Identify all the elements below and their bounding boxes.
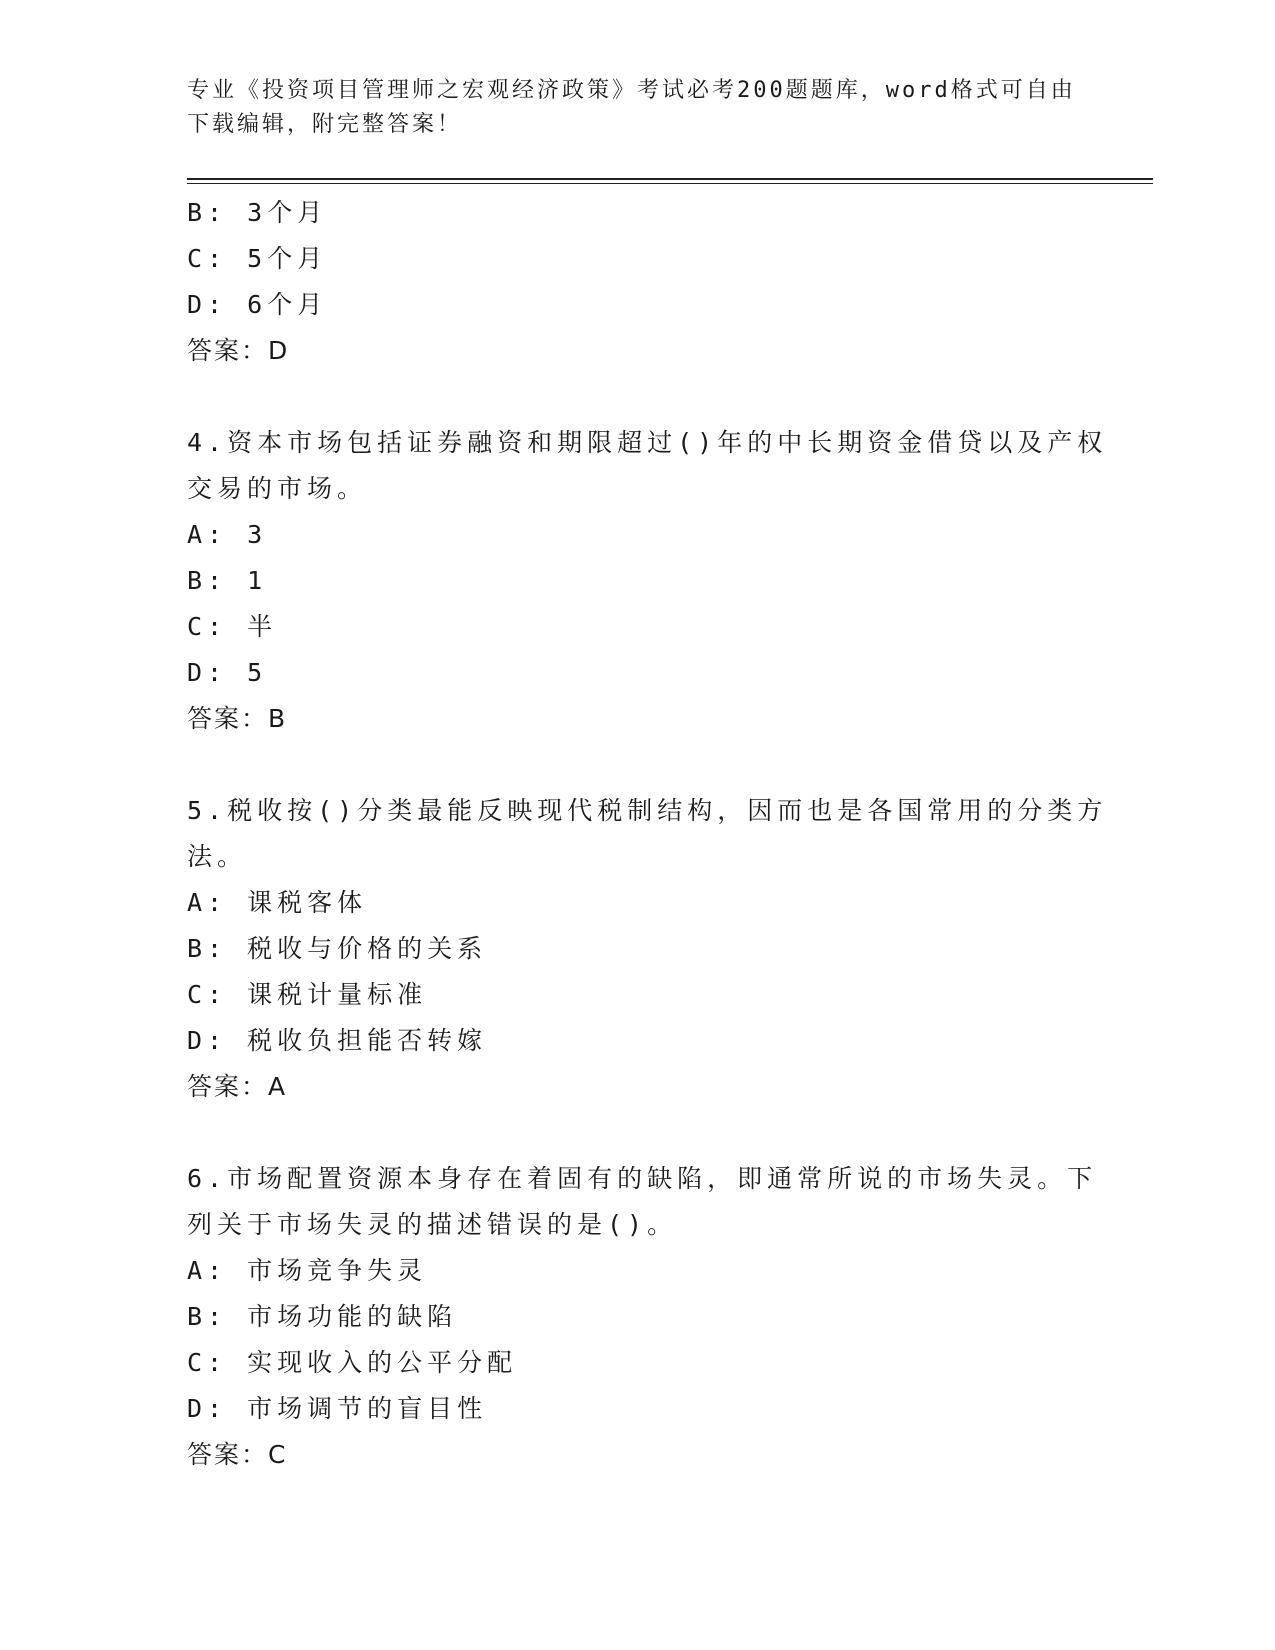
option-c: C: 实现收入的公平分配 [187, 1348, 518, 1377]
answer: 答案：C [187, 1440, 288, 1469]
question-stem-line-1: 6.市场配置资源本身存在着固有的缺陷，即通常所说的市场失灵。下 [187, 1164, 1098, 1193]
question-stem-line-1: 5.税收按()分类最能反映现代税制结构，因而也是各国常用的分类方 [187, 796, 1108, 825]
question-6 [187, 1156, 1098, 1478]
question-stem-line-2: 法。 [187, 842, 248, 871]
option-a: A: 课税客体 [187, 888, 368, 917]
option-d: D: 6个月 [187, 290, 328, 319]
header-rule-thick [187, 178, 1153, 180]
option-a: A: 3 [187, 520, 268, 549]
option-d: D: 税收负担能否转嫁 [187, 1026, 488, 1055]
header-line-1: 专业《投资项目管理师之宏观经济政策》考试必考200题题库，word格式可自由 [187, 78, 1076, 103]
option-c: C: 半 [187, 612, 278, 641]
question-stem-line-2: 交易的市场。 [187, 474, 368, 503]
spacer [187, 374, 1087, 420]
question-stem-line-2: 列关于市场失灵的描述错误的是()。 [187, 1210, 678, 1239]
answer: 答案：B [187, 704, 288, 733]
question-5 [187, 788, 1108, 1110]
spacer [187, 742, 1087, 788]
header-line-2: 下载编辑，附完整答案！ [187, 112, 463, 137]
document-header [187, 74, 1087, 142]
option-b: B: 1 [187, 566, 268, 595]
answer: 答案：D [187, 336, 290, 365]
spacer [187, 1110, 1087, 1156]
header-rule-thin [187, 183, 1153, 184]
option-d: D: 市场调节的盲目性 [187, 1394, 488, 1423]
option-c: C: 课税计量标准 [187, 980, 428, 1009]
option-a: A: 市场竞争失灵 [187, 1256, 428, 1285]
question-stem-line-1: 4.资本市场包括证券融资和期限超过()年的中长期资金借贷以及产权 [187, 428, 1108, 457]
option-d: D: 5 [187, 658, 268, 687]
option-b: B: 市场功能的缺陷 [187, 1302, 458, 1331]
question-3 [187, 190, 1087, 374]
option-b: B: 税收与价格的关系 [187, 934, 488, 963]
answer: 答案：A [187, 1072, 288, 1101]
option-b: B: 3个月 [187, 198, 328, 227]
question-list [187, 190, 1108, 1478]
option-c: C: 5个月 [187, 244, 328, 273]
question-4 [187, 420, 1108, 742]
